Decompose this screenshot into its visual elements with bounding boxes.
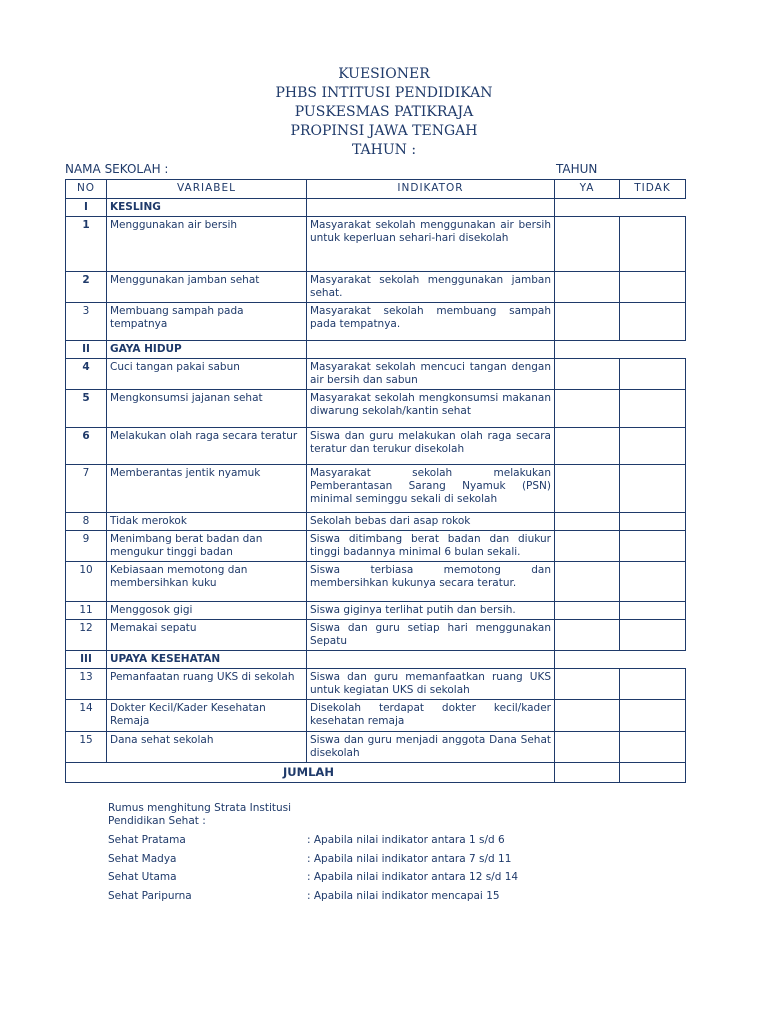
ya-cell[interactable] — [555, 562, 620, 602]
ya-cell[interactable] — [555, 390, 620, 428]
row-variabel: Menimbang berat badan dan mengukur tinggi badan — [107, 531, 307, 562]
tidak-cell[interactable] — [620, 700, 686, 732]
tidak-cell[interactable] — [620, 272, 686, 303]
title-line-4: PROPINSI JAWA TENGAH — [290, 123, 478, 139]
row-indikator: Masyarakat sekolah mengkonsumsi makanan diwarung sekolah/kantin sehat — [307, 390, 555, 428]
table-row — [66, 359, 686, 390]
ya-cell[interactable] — [555, 700, 620, 732]
table-row — [66, 428, 686, 465]
jumlah-label: JUMLAH — [66, 763, 555, 783]
row-variabel: Melakukan olah raga secara teratur — [107, 428, 307, 465]
table-row — [66, 303, 686, 341]
tidak-cell[interactable] — [620, 428, 686, 465]
ya-cell[interactable] — [555, 620, 620, 651]
tidak-cell[interactable] — [620, 602, 686, 620]
row-indikator: Siswa dan guru memanfaatkan ruang UKS untuk kegiatan UKS di sekolah — [307, 669, 555, 700]
row-indikator: Siswa giginya terlihat putih dan bersih. — [307, 602, 555, 620]
tidak-cell[interactable] — [620, 732, 686, 763]
row-number: 7 — [66, 465, 107, 513]
row-variabel: Kebiasaan memotong dan membersihkan kuku — [107, 562, 307, 602]
title-line-5: TAHUN : — [351, 142, 417, 158]
tidak-cell[interactable] — [620, 303, 686, 341]
row-number: 12 — [66, 620, 107, 651]
row-number: 13 — [66, 669, 107, 700]
row-indikator: Masyarakat sekolah mencuci tangan dengan air bersih dan sabun — [307, 359, 555, 390]
row-number: 4 — [66, 359, 107, 390]
strata-name: Sehat Pratama — [108, 834, 186, 846]
ya-cell[interactable] — [555, 465, 620, 513]
ya-cell[interactable] — [555, 602, 620, 620]
row-variabel: Memberantas jentik nyamuk — [107, 465, 307, 513]
jumlah-row — [66, 763, 686, 783]
tidak-cell[interactable] — [620, 390, 686, 428]
table-body — [66, 199, 686, 783]
row-indikator: Sekolah bebas dari asap rokok — [307, 513, 555, 531]
row-number: 6 — [66, 428, 107, 465]
row-number: 15 — [66, 732, 107, 763]
header-indikator: INDIKATOR — [307, 180, 555, 199]
section-row — [66, 199, 686, 217]
ya-cell[interactable] — [555, 732, 620, 763]
section-name: KESLING — [107, 199, 307, 217]
section-name: GAYA HIDUP — [107, 341, 307, 359]
row-indikator: Masyarakat sekolah menggunakan jamban sehat. — [307, 272, 555, 303]
section-indikator-cell — [307, 341, 555, 359]
strata-name: Sehat Paripurna — [108, 889, 192, 902]
year-label: TAHUN — [556, 162, 598, 176]
row-variabel: Membuang sampah pada tempatnya — [107, 303, 307, 341]
row-indikator: Siswa terbiasa memotong dan membersihkan kukunya secara teratur. — [307, 562, 555, 602]
row-indikator: Siswa dan guru melakukan olah raga secara teratur dan terukur disekolah — [307, 428, 555, 465]
row-number: 14 — [66, 700, 107, 732]
table-row — [66, 272, 686, 303]
ya-cell[interactable] — [555, 669, 620, 700]
row-number: 8 — [66, 513, 107, 531]
ya-cell[interactable] — [555, 359, 620, 390]
tidak-cell[interactable] — [620, 620, 686, 651]
tidak-cell[interactable] — [620, 465, 686, 513]
title-line-1: KUESIONER — [338, 66, 430, 82]
row-variabel: Menggosok gigi — [107, 602, 307, 620]
row-number: 10 — [66, 562, 107, 602]
rumus-text: Rumus menghitung Strata Institusi Pendidikan Sehat : — [108, 802, 292, 827]
section-number: III — [66, 651, 107, 669]
title-line-2: PHBS INTITUSI PENDIDIKAN — [275, 85, 493, 101]
strata-rule: : Apabila nilai indikator mencapai 15 — [307, 889, 500, 902]
table-header-row — [66, 180, 686, 199]
ya-cell[interactable] — [555, 303, 620, 341]
section-indikator-cell — [307, 651, 555, 669]
tidak-cell[interactable] — [620, 531, 686, 562]
jumlah-ya-cell[interactable] — [555, 763, 620, 783]
table-row — [66, 700, 686, 732]
row-indikator: Masyarakat sekolah menggunakan air bersih untuk keperluan sehari-hari disekolah — [307, 217, 555, 272]
row-indikator: Masyarakat sekolah melakukan Pemberantasan Sarang Nyamuk (PSN) minimal seminggu sekali di sekolah — [307, 465, 555, 513]
header-ya: YA — [555, 180, 620, 199]
table-row — [66, 531, 686, 562]
strata-rule: : Apabila nilai indikator antara 7 s/d 11 — [307, 852, 512, 865]
table-row — [66, 732, 686, 763]
row-variabel: Dokter Kecil/Kader Kesehatan Remaja — [107, 700, 307, 732]
ya-cell[interactable] — [555, 217, 620, 272]
row-variabel: Dana sehat sekolah — [107, 732, 307, 763]
row-variabel: Mengkonsumsi jajanan sehat — [107, 390, 307, 428]
table-row — [66, 513, 686, 531]
row-number: 2 — [66, 272, 107, 303]
tidak-cell[interactable] — [620, 669, 686, 700]
ya-cell[interactable] — [555, 428, 620, 465]
table-row — [66, 390, 686, 428]
tidak-cell[interactable] — [620, 217, 686, 272]
row-indikator: Siswa dan guru menjadi anggota Dana Sehat disekolah — [307, 732, 555, 763]
row-number: 5 — [66, 390, 107, 428]
row-indikator: Disekolah terdapat dokter kecil/kader kesehatan remaja — [307, 700, 555, 732]
tidak-cell[interactable] — [620, 359, 686, 390]
jumlah-tidak-cell[interactable] — [620, 763, 686, 783]
questionnaire-table — [65, 179, 686, 783]
row-indikator: Siswa ditimbang berat badan dan diukur tinggi badannya minimal 6 bulan sekali. — [307, 531, 555, 562]
tidak-cell[interactable] — [620, 562, 686, 602]
table-row — [66, 562, 686, 602]
section-name: UPAYA KESEHATAN — [107, 651, 307, 669]
row-variabel: Pemanfaatan ruang UKS di sekolah — [107, 669, 307, 700]
strata-name: Sehat Madya — [108, 852, 177, 865]
row-variabel: Cuci tangan pakai sabun — [107, 359, 307, 390]
section-row — [66, 651, 686, 669]
row-variabel: Menggunakan jamban sehat — [107, 272, 307, 303]
row-number: 1 — [66, 217, 107, 272]
header-variabel: VARIABEL — [107, 180, 307, 199]
row-variabel: Tidak merokok — [107, 513, 307, 531]
table-row — [66, 620, 686, 651]
table-row — [66, 669, 686, 700]
strata-rule: : Apabila nilai indikator antara 1 s/d 6 — [307, 834, 505, 846]
row-variabel: Memakai sepatu — [107, 620, 307, 651]
table-row — [66, 465, 686, 513]
ya-cell[interactable] — [555, 531, 620, 562]
row-number: 3 — [66, 303, 107, 341]
title-line-3: PUSKESMAS PATIKRAJA — [294, 104, 474, 120]
row-number: 11 — [66, 602, 107, 620]
header-no: NO — [66, 180, 107, 199]
tidak-cell[interactable] — [620, 513, 686, 531]
ya-cell[interactable] — [555, 272, 620, 303]
table-row — [66, 602, 686, 620]
section-number: II — [66, 341, 107, 359]
school-name-label: NAMA SEKOLAH : — [65, 162, 169, 176]
row-indikator: Siswa dan guru setiap hari menggunakan Sepatu — [307, 620, 555, 651]
ya-cell[interactable] — [555, 513, 620, 531]
section-indikator-cell — [307, 199, 555, 217]
row-number: 9 — [66, 531, 107, 562]
strata-name: Sehat Utama — [108, 871, 177, 883]
row-variabel: Menggunakan air bersih — [107, 217, 307, 272]
row-indikator: Masyarakat sekolah membuang sampah pada tempatnya. — [307, 303, 555, 341]
section-row — [66, 341, 686, 359]
header-tidak: TIDAK — [620, 180, 686, 199]
strata-rule: : Apabila nilai indikator antara 12 s/d 14 — [307, 871, 519, 883]
table-row — [66, 217, 686, 272]
section-number: I — [66, 199, 107, 217]
